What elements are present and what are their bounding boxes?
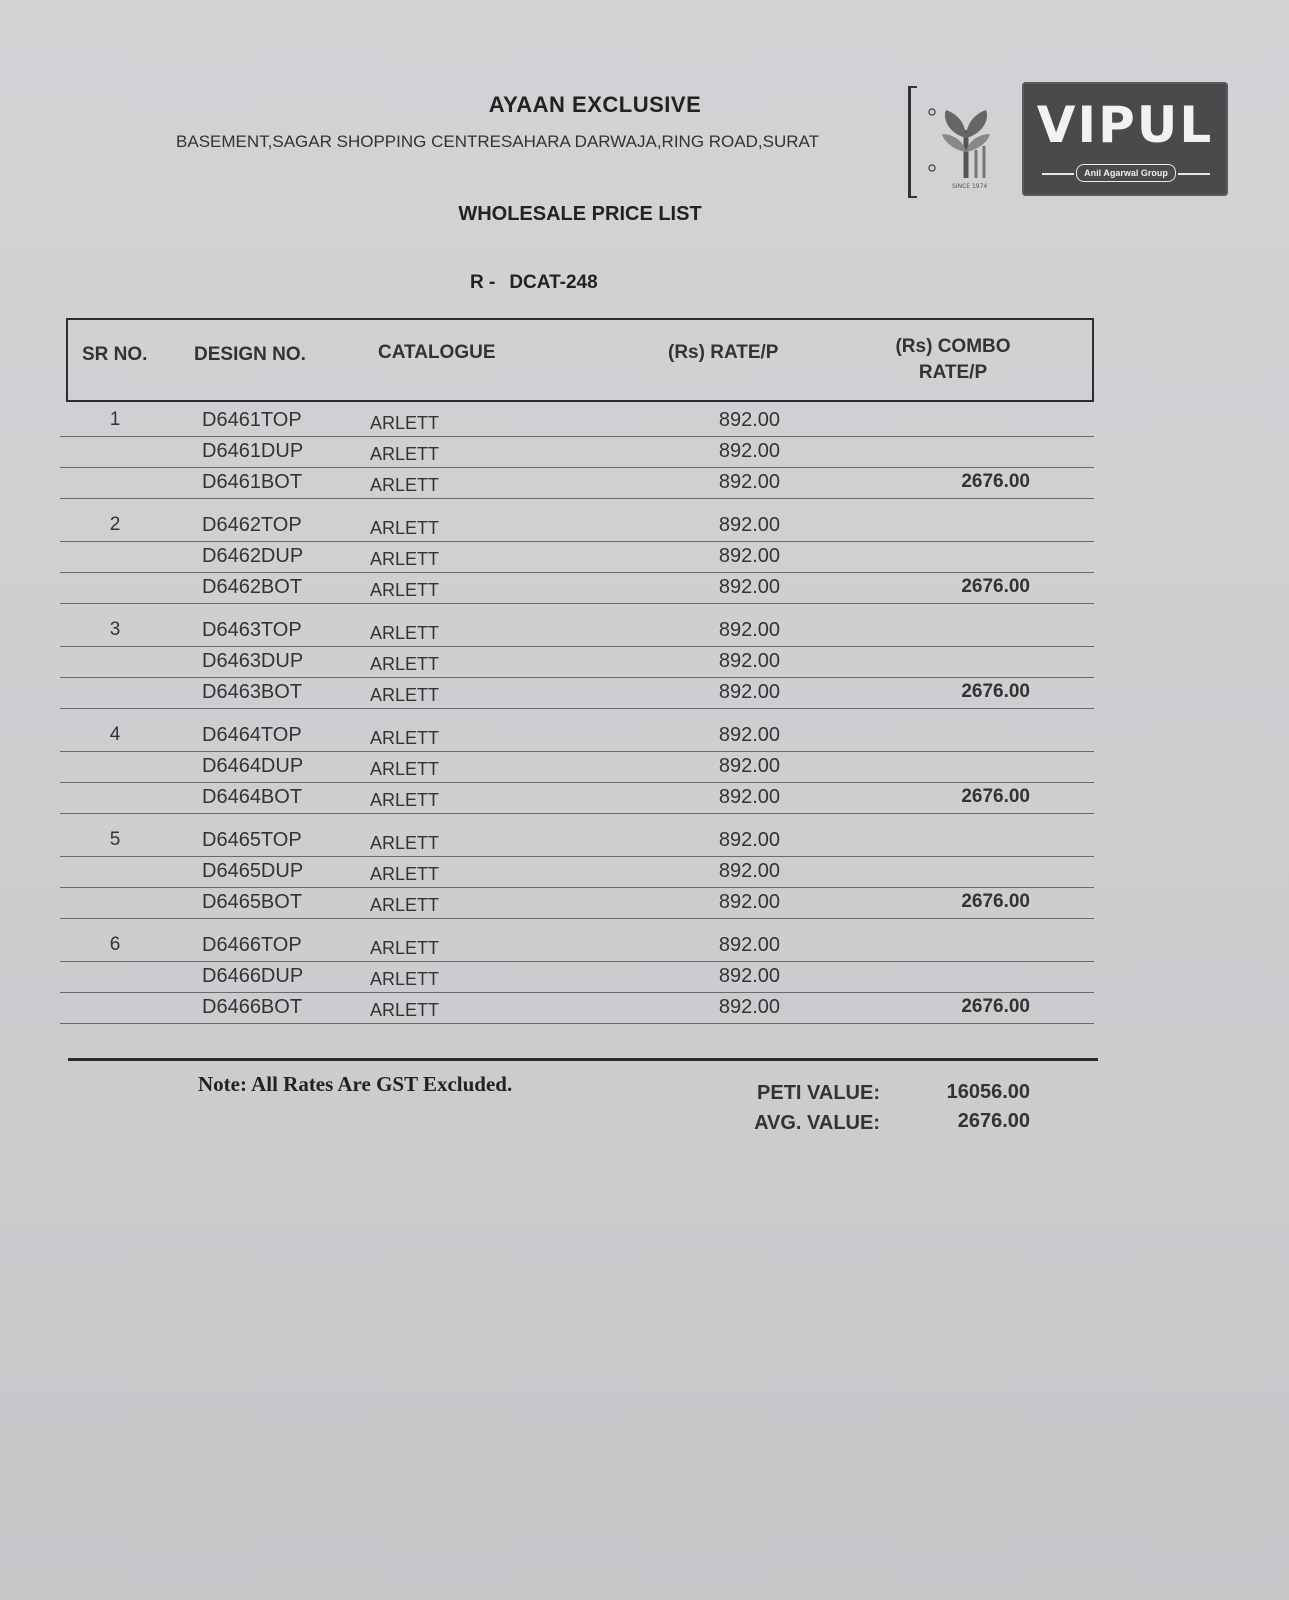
sr-no-cell: 6 xyxy=(109,934,121,955)
document-title: WHOLESALE PRICE LIST xyxy=(458,203,702,225)
reference-line xyxy=(470,272,670,294)
logo-tag-line-left xyxy=(1042,173,1074,175)
column-header-sr-no: SR NO. xyxy=(82,344,148,365)
catalogue-cell: ARLETT xyxy=(370,759,440,779)
rate-cell: 892.00 xyxy=(718,471,780,493)
table-row xyxy=(60,573,1094,604)
table-row xyxy=(60,857,1094,888)
rate-cell: 892.00 xyxy=(718,409,780,431)
design-no-cell: D6461BOT xyxy=(202,471,303,493)
design-no-cell: D6463DUP xyxy=(202,650,304,672)
design-no-cell: D6464BOT xyxy=(202,786,303,808)
avg-value: 2676.00 xyxy=(957,1110,1030,1132)
design-no-cell: D6463BOT xyxy=(202,681,303,703)
rate-cell: 892.00 xyxy=(718,576,780,598)
sr-no-cell: 4 xyxy=(109,724,121,745)
column-header-combo-rate: (Rs) COMBO RATE/P xyxy=(895,336,1011,383)
column-header-rate: (Rs) RATE/P xyxy=(668,342,779,363)
table-row xyxy=(60,931,1094,962)
catalogue-cell: ARLETT xyxy=(370,518,440,538)
reference-prefix: R - xyxy=(470,272,496,293)
design-no-cell: D6462DUP xyxy=(202,545,304,567)
company-address: BASEMENT,SAGAR SHOPPING CENTRESAHARA DARWAJA,RING ROAD,SURAT xyxy=(176,132,819,151)
table-row xyxy=(60,721,1094,752)
catalogue-cell: ARLETT xyxy=(370,549,440,569)
table-row xyxy=(60,468,1094,499)
combo-rate-cell: 2676.00 xyxy=(961,576,1030,597)
vipul-logo xyxy=(908,82,1228,198)
design-no-cell: D6466BOT xyxy=(202,996,303,1018)
logo-brand: VIPUL xyxy=(1036,96,1214,154)
rate-cell: 892.00 xyxy=(718,724,780,746)
table-row xyxy=(60,511,1094,542)
sr-no-cell: 3 xyxy=(109,619,121,640)
catalogue-cell: ARLETT xyxy=(370,895,440,915)
design-no-cell: D6465TOP xyxy=(202,829,302,851)
catalogue-cell: ARLETT xyxy=(370,790,440,810)
table-row xyxy=(60,752,1094,783)
catalogue-cell: ARLETT xyxy=(370,685,440,705)
rate-cell: 892.00 xyxy=(718,755,780,777)
peti-value-label: PETI VALUE: xyxy=(757,1082,880,1104)
table-bottom-rule xyxy=(68,1058,1098,1061)
design-no-cell: D6465BOT xyxy=(202,891,303,913)
table-row xyxy=(60,962,1094,993)
avg-value-label: AVG. VALUE: xyxy=(754,1112,880,1134)
company-name: AYAAN EXCLUSIVE xyxy=(488,92,702,117)
catalogue-cell: ARLETT xyxy=(370,654,440,674)
rate-cell: 892.00 xyxy=(718,965,780,987)
catalogue-cell: ARLETT xyxy=(370,475,440,495)
logo-bracket xyxy=(908,86,917,198)
combo-rate-cell: 2676.00 xyxy=(961,471,1030,492)
combo-rate-cell: 2676.00 xyxy=(961,681,1030,702)
table-row xyxy=(60,826,1094,857)
rate-cell: 892.00 xyxy=(718,829,780,851)
catalogue-cell: ARLETT xyxy=(370,969,440,989)
reference-code: DCAT-248 xyxy=(509,272,598,293)
catalogue-cell: ARLETT xyxy=(370,833,440,853)
plant-emblem-icon xyxy=(920,90,1012,190)
design-no-cell: D6464DUP xyxy=(202,755,304,777)
table-row xyxy=(60,437,1094,468)
rate-cell: 892.00 xyxy=(718,786,780,808)
design-no-cell: D6465DUP xyxy=(202,860,304,882)
catalogue-cell: ARLETT xyxy=(370,413,440,433)
design-no-cell: D6462TOP xyxy=(202,514,302,536)
table-body xyxy=(60,406,1094,1024)
combo-rate-cell: 2676.00 xyxy=(961,996,1030,1017)
design-no-cell: D6462BOT xyxy=(202,576,303,598)
catalogue-cell: ARLETT xyxy=(370,444,440,464)
rate-cell: 892.00 xyxy=(718,650,780,672)
sr-no-cell: 1 xyxy=(109,409,121,430)
svg-text:SINCE 1974: SINCE 1974 xyxy=(952,183,988,190)
logo-tagline: Anil Agarwal Group xyxy=(1076,164,1176,182)
sr-no-cell: 5 xyxy=(109,829,121,850)
sr-no-cell: 2 xyxy=(109,514,121,535)
catalogue-cell: ARLETT xyxy=(370,623,440,643)
logo-tag-line-right xyxy=(1178,173,1210,175)
catalogue-cell: ARLETT xyxy=(370,580,440,600)
table-row xyxy=(60,783,1094,814)
design-no-cell: D6461DUP xyxy=(202,440,304,462)
rate-cell: 892.00 xyxy=(718,934,780,956)
rate-cell: 892.00 xyxy=(718,514,780,536)
design-no-cell: D6466DUP xyxy=(202,965,304,987)
design-no-cell: D6463TOP xyxy=(202,619,302,641)
column-header-design-no: DESIGN NO. xyxy=(194,344,306,365)
rate-cell: 892.00 xyxy=(718,996,780,1018)
catalogue-cell: ARLETT xyxy=(370,938,440,958)
catalogue-cell: ARLETT xyxy=(370,1000,440,1020)
design-no-cell: D6461TOP xyxy=(202,409,302,431)
rate-cell: 892.00 xyxy=(718,545,780,567)
rate-cell: 892.00 xyxy=(718,860,780,882)
design-no-cell: D6466TOP xyxy=(202,934,302,956)
table-row xyxy=(60,542,1094,573)
table-row xyxy=(60,888,1094,919)
column-header-catalogue: CATALOGUE xyxy=(378,342,496,363)
gst-note: Note: All Rates Are GST Excluded. xyxy=(198,1072,513,1096)
combo-rate-cell: 2676.00 xyxy=(961,891,1030,912)
logo-box xyxy=(1022,82,1228,196)
table-row xyxy=(60,993,1094,1024)
peti-value: 16056.00 xyxy=(946,1081,1030,1103)
table-row xyxy=(60,678,1094,709)
catalogue-cell: ARLETT xyxy=(370,864,440,884)
table-row xyxy=(60,647,1094,678)
design-no-cell: D6464TOP xyxy=(202,724,302,746)
combo-rate-cell: 2676.00 xyxy=(961,786,1030,807)
rate-cell: 892.00 xyxy=(718,681,780,703)
table-row xyxy=(60,406,1094,437)
rate-cell: 892.00 xyxy=(718,440,780,462)
table-header xyxy=(66,318,1094,402)
catalogue-cell: ARLETT xyxy=(370,728,440,748)
rate-cell: 892.00 xyxy=(718,619,780,641)
table-row xyxy=(60,616,1094,647)
rate-cell: 892.00 xyxy=(718,891,780,913)
